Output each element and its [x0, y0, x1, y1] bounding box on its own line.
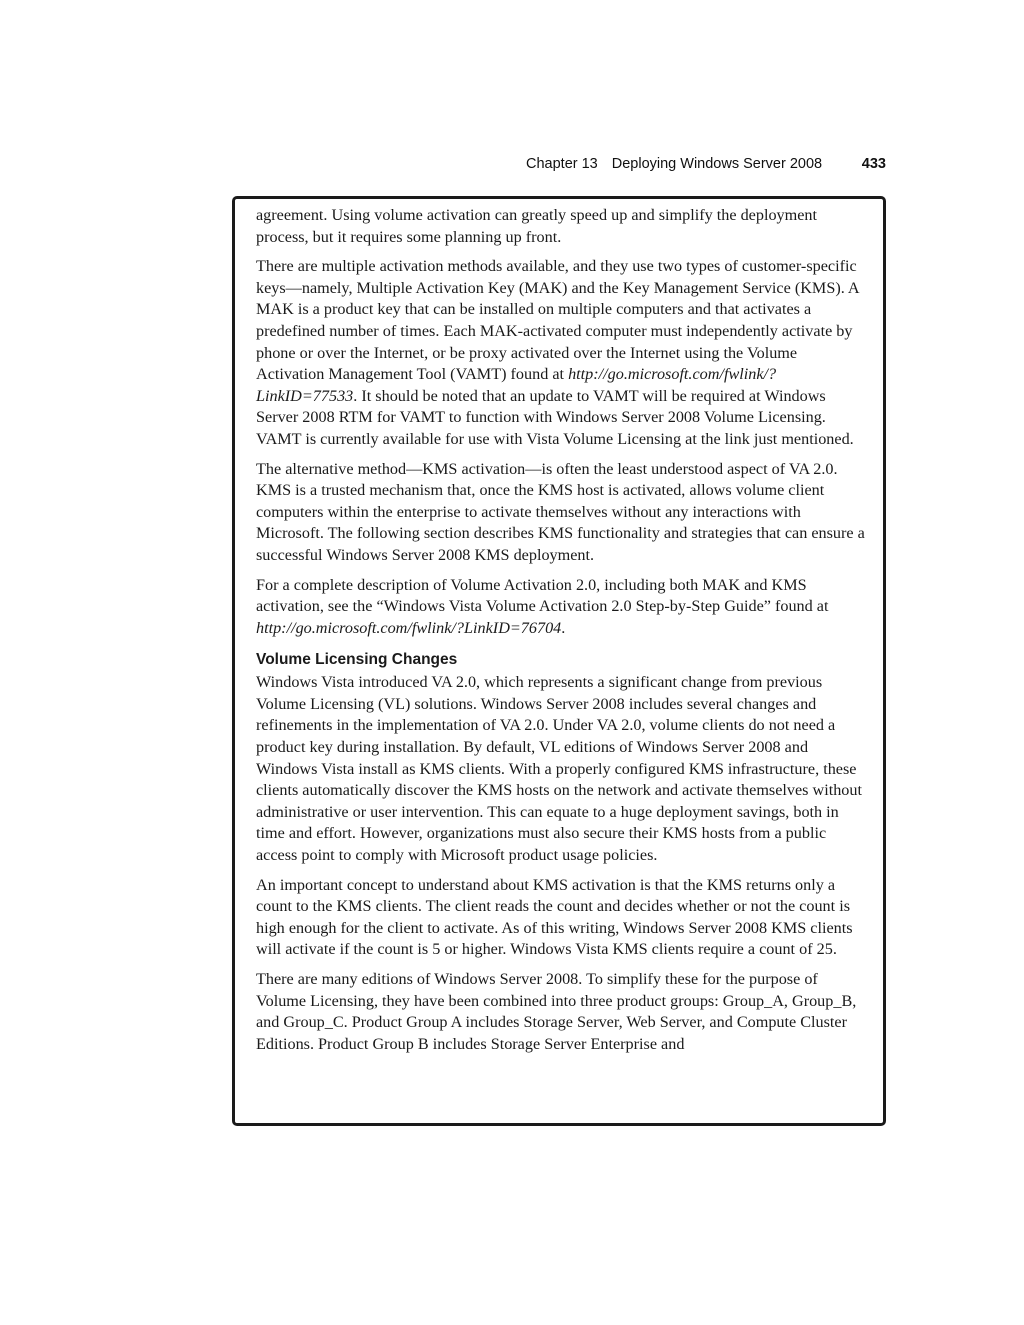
- guide-link[interactable]: http://go.microsoft.com/fwlink/?LinkID=76704: [256, 618, 562, 637]
- paragraph-1: agreement. Using volume activation can greatly speed up and simplify the deployment process, but it requires some planning up front.: [256, 206, 818, 246]
- paragraph-4: [256, 575, 868, 640]
- section-heading: Volume Licensing Changes: [256, 651, 458, 669]
- chapter-info: [526, 156, 822, 172]
- sidebar-content: [256, 205, 868, 1063]
- sidebar-box: [232, 196, 886, 1126]
- running-header: [520, 156, 886, 176]
- paragraph-2-text-a: There are multiple activation methods available, and they use two types of customer-specific keys—namely, Multiple Activation Key (MAK) and the Key Management Service (KMS). A MAK is a product key that can be installed on multiple computers and that activates a predefined number of times. Each MAK-activated computer must independently activate by phone or over the Internet, or be proxy activated over the Internet using the Volume Activation Management Tool (VAMT) found at: [256, 257, 859, 384]
- chapter-label: Chapter 13: [526, 156, 598, 172]
- paragraph-2-text-b: . It should be noted that an update to VAMT will be required at Windows Server 2008 RTM for VAMT to function with Windows Server 2008 Volume Licensing. VAMT is currently available for use with Vista Volume Licensing at the link just mentioned.: [256, 386, 854, 448]
- paragraph-6: An important concept to understand about KMS activation is that the KMS returns only a count to the KMS clients. The client reads the count and decides whether or not the count is high enough for the client to activate. As of this writing, Windows Server 2008 KMS clients will activate if the count is 5 or higher. Windows Vista KMS clients require a count of 25.: [256, 875, 853, 959]
- paragraph-2: [256, 256, 868, 450]
- vamt-link[interactable]: http://go.microsoft.com/fwlink/?LinkID=77533: [256, 365, 777, 405]
- paragraph-3: The alternative method—KMS activation—is often the least understood aspect of VA 2.0. KMS is a trusted mechanism that, once the KMS host is activated, allows volume client computers within the enterprise to activate themselves without any interactions with Microsoft. The following section describes KMS functionality and strategies that can ensure a successful Windows Server 2008 KMS deployment.: [256, 459, 865, 564]
- paragraph-5: Windows Vista introduced VA 2.0, which represents a significant change from previous Volume Licensing (VL) solutions. Windows Server 2008 includes several changes and refinements in the implementation of VA 2.0. Under VA 2.0, volume clients do not need a product key during installation. By default, VL editions of Windows Server 2008 and Windows Vista install as KMS clients. With a properly configured KMS infrastructure, these clients automatically discover the KMS hosts on the network and activate themselves without administrative or user intervention. This can equate to a huge deployment savings, both in time and effort. However, organizations must also secure their KMS hosts from a public access point to comply with Microsoft product usage policies.: [256, 673, 862, 865]
- paragraph-4-text-b: .: [561, 618, 566, 637]
- page-number: 433: [861, 156, 886, 172]
- paragraph-7: There are many editions of Windows Server 2008. To simplify these for the purpose of Volume Licensing, they have been combined into three product groups: Group_A, Group_B, and Group_C. Product Group A includes Storage Server, Web Server, and Compute Cluster Editions. Product Group B includes Storage Server Enterprise and: [256, 970, 857, 1053]
- chapter-title: Deploying Windows Server 2008: [611, 156, 823, 172]
- paragraph-4-text-a: For a complete description of Volume Activation 2.0, including both MAK and KMS activation, see the “Windows Vista Volume Activation 2.0 Step-by-Step Guide” found at: [256, 575, 829, 616]
